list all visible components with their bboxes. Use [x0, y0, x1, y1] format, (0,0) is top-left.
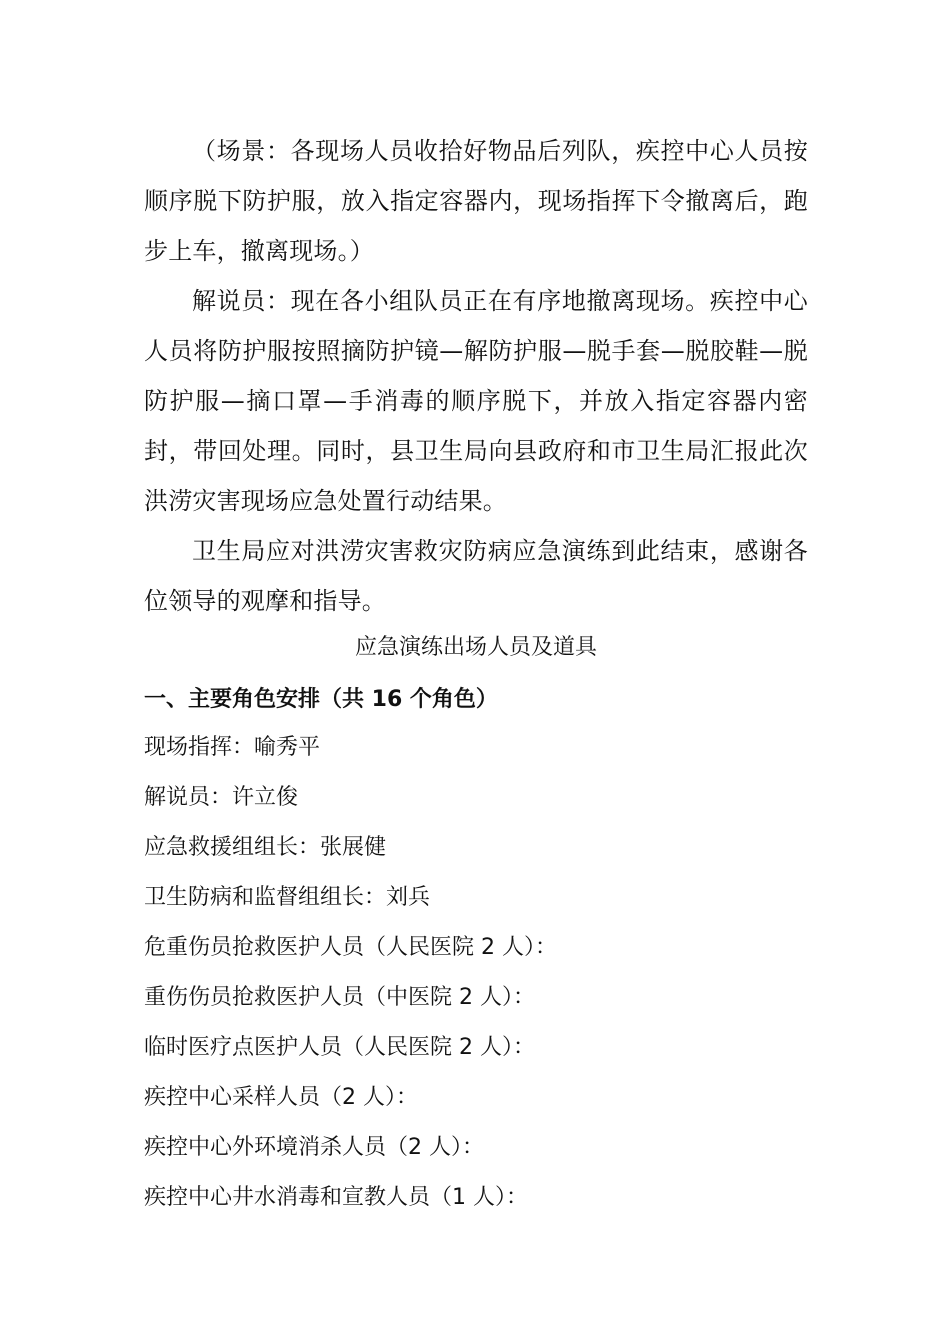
section-heading: 一、主要角色安排（共 16 个角色） — [144, 687, 498, 712]
list-item: 应急救援组组长：张展健 — [144, 835, 387, 860]
list-item: 危重伤员抢救医护人员（人民医院 2 人）： — [144, 935, 557, 960]
role-list — [144, 728, 557, 1228]
list-item: 解说员：许立俊 — [144, 785, 299, 810]
narrator-paragraph: 解说员：现在各小组队员正在有序地撤离现场。疾控中心人员将防护服按照摘防护镜—解防护服—脱手套—脱胶鞋—脱防护服—摘口罩—手消毒的顺序脱下，并放入指定容器内密封，带回处理。同时，县卫生局向县政府和市卫生局汇报此次洪涝灾害现场应急处置行动结果。 — [144, 287, 808, 515]
list-title: 应急演练出场人员及道具 — [354, 635, 597, 660]
closing-paragraph: 卫生局应对洪涝灾害救灾防病应急演练到此结束，感谢各位领导的观摩和指导。 — [144, 537, 808, 615]
list-item: 疾控中心采样人员（2 人）： — [144, 1085, 418, 1110]
scene-paragraph: （场景：各现场人员收拾好物品后列队，疾控中心人员按顺序脱下防护服，放入指定容器内，现场指挥下令撤离后，跑步上车，撤离现场。） — [144, 137, 808, 265]
list-item: 现场指挥：喻秀平 — [144, 735, 321, 760]
list-item: 重伤伤员抢救医护人员（中医院 2 人）： — [144, 985, 535, 1010]
list-item: 疾控中心井水消毒和宣教人员（1 人）： — [144, 1185, 528, 1210]
list-item: 疾控中心外环境消杀人员（2 人）： — [144, 1135, 484, 1160]
list-item: 卫生防病和监督组组长：刘兵 — [144, 885, 431, 910]
list-item: 临时医疗点医护人员（人民医院 2 人）： — [144, 1035, 535, 1060]
